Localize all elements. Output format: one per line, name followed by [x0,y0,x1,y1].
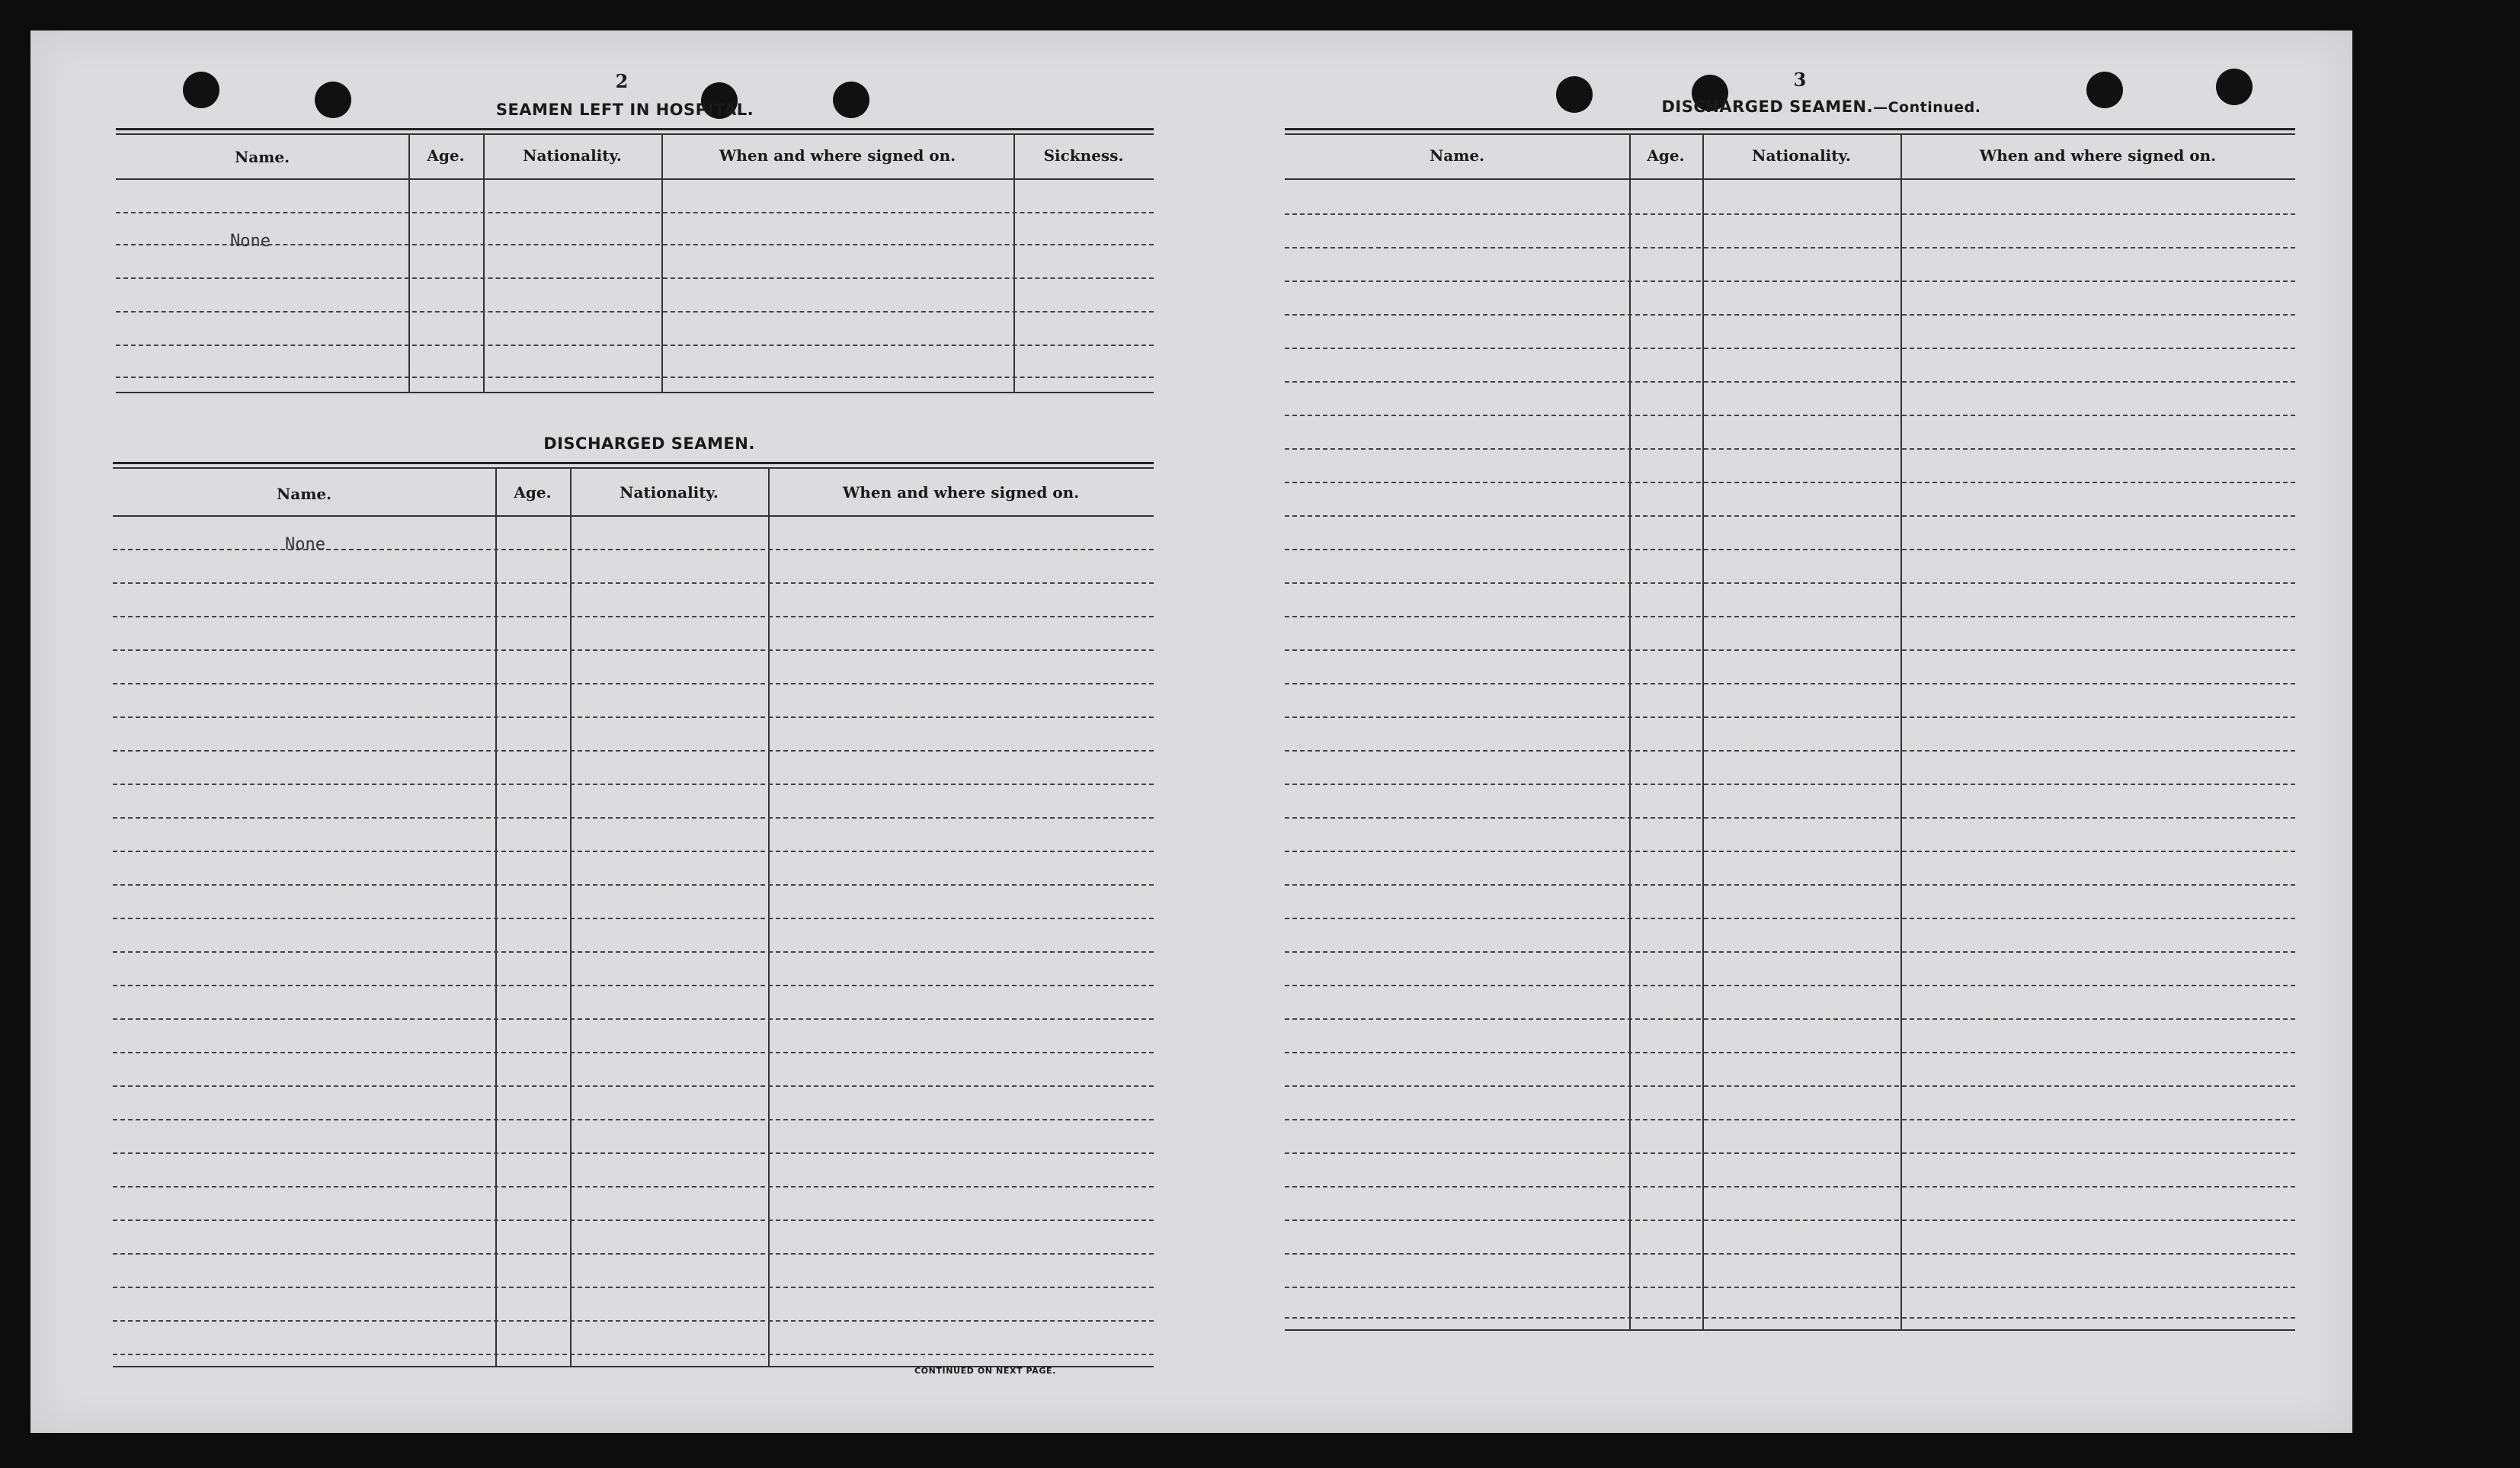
col-header-name: Name. [276,485,332,503]
col-header-nationality: Nationality. [1752,146,1851,165]
hospital-table [116,128,1154,425]
hospital-entry-none: None [230,232,271,251]
col-header-when-where: When and where signed on. [719,146,956,165]
col-header-sickness: Sickness. [1043,146,1124,165]
discharged-section-title: DISCHARGED SEAMEN. [543,434,755,453]
col-header-age: Age. [1647,146,1685,165]
hospital-section-title: SEAMEN LEFT IN HOSPITAL. [495,101,754,119]
title-suffix: —Continued. [1873,99,1981,116]
col-header-name: Name. [1429,146,1485,165]
discharged-continued-title [1585,98,2057,116]
continued-note: CONTINUED ON NEXT PAGE. [914,1366,1056,1376]
left-page [30,30,1189,1433]
title-text: DISCHARGED SEAMEN. [1661,98,1874,116]
discharged-table-left [113,462,1154,1369]
col-header-age: Age. [427,146,465,165]
discharged-table-right [1285,128,2295,1334]
col-header-when-where: When and where signed on. [1979,146,2217,165]
col-header-nationality: Nationality. [620,483,719,502]
right-page [1189,30,2352,1433]
ledger-sheet [30,30,2352,1433]
page-number: 3 [1793,69,1807,91]
col-header-name: Name. [234,148,290,166]
page-number: 2 [615,70,629,92]
col-header-nationality: Nationality. [523,146,622,165]
discharged-entry-none: None [285,535,325,554]
col-header-when-where: When and where signed on. [842,483,1080,502]
col-header-age: Age. [514,483,552,502]
